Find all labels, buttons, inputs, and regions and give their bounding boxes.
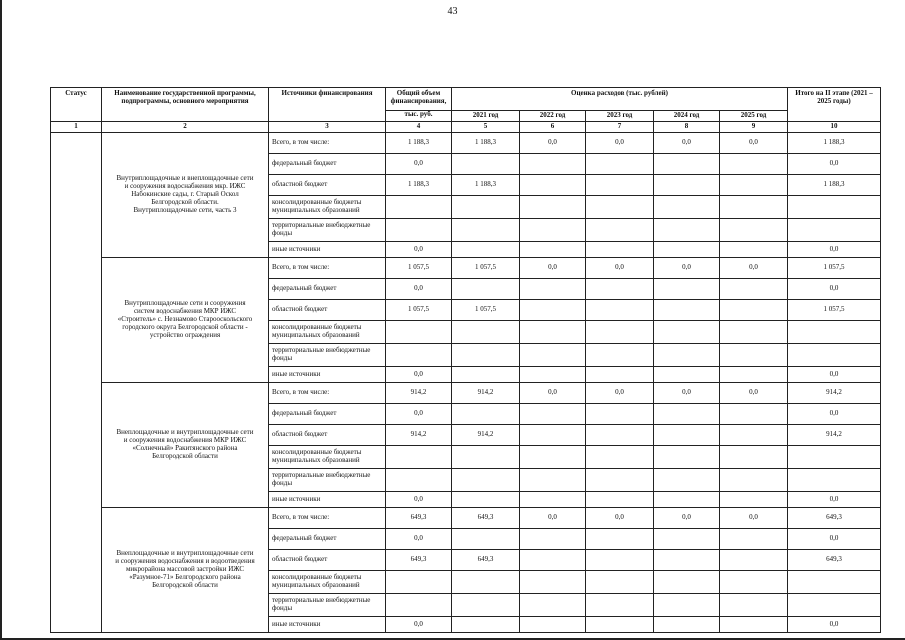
column-number-row <box>51 122 881 133</box>
value-total <box>386 594 452 617</box>
header-total-line2: финансирования, <box>390 96 447 105</box>
program-name-line: Белгородской области <box>152 451 218 460</box>
value-y2025 <box>720 344 788 367</box>
value-y2021: 649,3 <box>452 508 520 529</box>
funding-source: федеральный бюджет <box>269 154 386 175</box>
program-name-line: устройство ограждения <box>149 330 221 339</box>
table-row <box>51 508 881 529</box>
value-y2021 <box>452 571 520 594</box>
funding-source: территориальные внебюджетные фонды <box>269 594 386 617</box>
column-number: 2 <box>102 122 269 133</box>
value-y2021 <box>452 321 520 344</box>
value-y2022 <box>520 492 586 508</box>
value-stage: 0,0 <box>788 279 881 300</box>
funding-source: Всего, в том числе: <box>269 508 386 529</box>
value-y2024 <box>654 242 720 258</box>
value-y2021 <box>452 446 520 469</box>
funding-source: федеральный бюджет <box>269 279 386 300</box>
value-y2023 <box>586 321 654 344</box>
value-y2023 <box>586 219 654 242</box>
value-y2023 <box>586 300 654 321</box>
value-y2025 <box>720 196 788 219</box>
table-row <box>51 383 881 404</box>
value-y2023 <box>586 492 654 508</box>
funding-source: иные источники <box>269 242 386 258</box>
program-name-line: микрорайона массовой застройки ИЖС <box>125 565 245 574</box>
value-total: 0,0 <box>386 154 452 175</box>
value-y2025 <box>720 300 788 321</box>
value-y2022 <box>520 242 586 258</box>
header-total <box>386 88 452 111</box>
value-y2022 <box>520 196 586 219</box>
value-total: 0,0 <box>386 242 452 258</box>
value-total: 0,0 <box>386 279 452 300</box>
table-row <box>51 133 881 154</box>
value-total: 0,0 <box>386 492 452 508</box>
value-y2022 <box>520 175 586 196</box>
value-y2024 <box>654 404 720 425</box>
header-year-2024: 2024 год <box>654 111 720 122</box>
header-year-2022: 2022 год <box>520 111 586 122</box>
value-y2021: 914,2 <box>452 383 520 404</box>
column-number: 3 <box>269 122 386 133</box>
value-stage: 1 057,5 <box>788 300 881 321</box>
column-number: 10 <box>788 122 881 133</box>
value-total <box>386 571 452 594</box>
value-stage: 0,0 <box>788 492 881 508</box>
program-name-line: Внеплощадочные и внутриплощадочные сети <box>116 549 254 558</box>
value-y2025 <box>720 279 788 300</box>
program-name-line: систем водоснабжения МКР ИЖС <box>133 307 237 316</box>
program-name-line: «Разумное-71» Белгородского района <box>129 572 241 581</box>
value-y2023 <box>586 469 654 492</box>
program-name-line: Внутриплощадочные и внеплощадочные сети <box>116 174 254 183</box>
program-name-line: «Солнечный» Ракитянского района <box>132 444 238 452</box>
value-stage: 0,0 <box>788 617 881 633</box>
value-stage <box>788 196 881 219</box>
value-total <box>386 219 452 242</box>
value-y2022 <box>520 617 586 633</box>
funding-source: федеральный бюджет <box>269 404 386 425</box>
value-y2025: 0,0 <box>720 508 788 529</box>
program-name-line: Набокинские сады, г. Старый Оскол <box>131 190 239 199</box>
funding-source: иные источники <box>269 367 386 383</box>
value-y2021 <box>452 196 520 219</box>
column-number: 1 <box>51 122 102 133</box>
column-number: 5 <box>452 122 520 133</box>
value-y2025 <box>720 492 788 508</box>
value-y2025 <box>720 425 788 446</box>
funding-source: территориальные внебюджетные фонды <box>269 219 386 242</box>
value-stage <box>788 344 881 367</box>
value-y2021 <box>452 154 520 175</box>
value-y2023 <box>586 594 654 617</box>
value-total: 1 188,3 <box>386 175 452 196</box>
value-y2024 <box>654 594 720 617</box>
value-y2024: 0,0 <box>654 508 720 529</box>
funding-source: федеральный бюджет <box>269 529 386 550</box>
value-y2023 <box>586 425 654 446</box>
value-total <box>386 469 452 492</box>
value-y2021 <box>452 492 520 508</box>
value-y2023: 0,0 <box>586 383 654 404</box>
program-name-line: Внеплощадочные и внутриплощадочные сети <box>116 428 254 437</box>
value-y2022 <box>520 154 586 175</box>
value-stage: 649,3 <box>788 508 881 529</box>
value-total: 1 057,5 <box>386 258 452 279</box>
program-name-cell <box>102 133 269 258</box>
header-stage-total: Итого на II этапе (2021 – 2025 годы) <box>788 88 881 122</box>
funding-source: территориальные внебюджетные фонды <box>269 469 386 492</box>
value-y2022 <box>520 550 586 571</box>
column-number: 9 <box>720 122 788 133</box>
value-y2022 <box>520 425 586 446</box>
value-y2021 <box>452 279 520 300</box>
value-y2024 <box>654 344 720 367</box>
funding-source: территориальные внебюджетные фонды <box>269 344 386 367</box>
value-y2024 <box>654 321 720 344</box>
value-stage: 0,0 <box>788 404 881 425</box>
header-total-unit: тыс. руб. <box>386 111 452 122</box>
column-number: 7 <box>586 122 654 133</box>
value-y2024 <box>654 425 720 446</box>
value-y2022 <box>520 279 586 300</box>
value-total: 0,0 <box>386 404 452 425</box>
funding-source: областной бюджет <box>269 425 386 446</box>
funding-source: консолидированные бюджеты муниципальных образований <box>269 321 386 344</box>
value-y2023: 0,0 <box>586 133 654 154</box>
value-y2022 <box>520 321 586 344</box>
value-total: 1 057,5 <box>386 300 452 321</box>
value-y2022: 0,0 <box>520 258 586 279</box>
value-y2024 <box>654 446 720 469</box>
value-y2023 <box>586 279 654 300</box>
value-y2022 <box>520 367 586 383</box>
value-y2023 <box>586 367 654 383</box>
budget-table <box>50 87 881 633</box>
value-y2022 <box>520 446 586 469</box>
value-y2021 <box>452 594 520 617</box>
funding-source: Всего, в том числе: <box>269 258 386 279</box>
value-y2025 <box>720 219 788 242</box>
value-y2023 <box>586 404 654 425</box>
value-y2024: 0,0 <box>654 133 720 154</box>
value-y2022: 0,0 <box>520 133 586 154</box>
value-y2024 <box>654 196 720 219</box>
value-y2023 <box>586 617 654 633</box>
value-y2023 <box>586 154 654 175</box>
value-y2022 <box>520 344 586 367</box>
value-y2025 <box>720 529 788 550</box>
value-y2025 <box>720 571 788 594</box>
value-total: 649,3 <box>386 550 452 571</box>
value-y2022 <box>520 571 586 594</box>
value-total: 0,0 <box>386 367 452 383</box>
value-y2023: 0,0 <box>586 258 654 279</box>
funding-source: консолидированные бюджеты муниципальных образований <box>269 196 386 219</box>
value-y2021 <box>452 219 520 242</box>
value-y2024 <box>654 571 720 594</box>
page-left-border <box>0 0 2 640</box>
value-y2025 <box>720 321 788 344</box>
value-y2024 <box>654 175 720 196</box>
value-total: 0,0 <box>386 529 452 550</box>
value-y2021: 1 188,3 <box>452 175 520 196</box>
program-name-line: и сооружения водоснабжения мкр. ИЖС <box>124 182 246 191</box>
column-number: 8 <box>654 122 720 133</box>
header-year-2021: 2021 год <box>452 111 520 122</box>
value-y2021: 1 057,5 <box>452 300 520 321</box>
value-y2022 <box>520 300 586 321</box>
value-stage: 649,3 <box>788 550 881 571</box>
value-y2023 <box>586 446 654 469</box>
status-cell <box>51 133 102 633</box>
program-name-line: «Строитель» с. Незнамово Старооскольского <box>117 315 253 324</box>
program-name-cell <box>102 508 269 633</box>
value-total: 914,2 <box>386 383 452 404</box>
value-y2023 <box>586 196 654 219</box>
value-y2021: 914,2 <box>452 425 520 446</box>
value-stage: 0,0 <box>788 242 881 258</box>
value-stage: 1 057,5 <box>788 258 881 279</box>
value-y2025 <box>720 617 788 633</box>
value-y2025 <box>720 594 788 617</box>
value-stage <box>788 594 881 617</box>
value-y2025 <box>720 242 788 258</box>
page-number: 43 <box>447 6 458 17</box>
value-y2024 <box>654 154 720 175</box>
program-name-cell <box>102 258 269 383</box>
funding-source: областной бюджет <box>269 175 386 196</box>
value-y2021 <box>452 469 520 492</box>
value-y2022: 0,0 <box>520 383 586 404</box>
value-y2022 <box>520 529 586 550</box>
value-y2024 <box>654 550 720 571</box>
value-stage: 0,0 <box>788 154 881 175</box>
funding-source: иные источники <box>269 492 386 508</box>
value-stage <box>788 571 881 594</box>
table-row <box>51 258 881 279</box>
funding-source: Всего, в том числе: <box>269 133 386 154</box>
header-estimate: Оценка расходов (тыс. рублей) <box>452 88 788 111</box>
program-name-line: городского округа Белгородской области - <box>122 322 248 331</box>
value-y2024 <box>654 279 720 300</box>
value-y2023 <box>586 571 654 594</box>
funding-source: областной бюджет <box>269 300 386 321</box>
value-y2024 <box>654 469 720 492</box>
header-sources: Источники финансирования <box>269 88 386 122</box>
value-y2024 <box>654 617 720 633</box>
value-y2021 <box>452 242 520 258</box>
value-stage: 914,2 <box>788 425 881 446</box>
value-total: 0,0 <box>386 617 452 633</box>
value-y2025 <box>720 550 788 571</box>
value-y2024: 0,0 <box>654 383 720 404</box>
column-number: 6 <box>520 122 586 133</box>
value-stage <box>788 219 881 242</box>
value-y2021: 1 057,5 <box>452 258 520 279</box>
value-total <box>386 344 452 367</box>
program-name-line: и сооружения водоснабжения и водоотведения <box>115 557 255 566</box>
funding-source: иные источники <box>269 617 386 633</box>
program-name-line: Белгородской области <box>152 580 218 589</box>
funding-source: консолидированные бюджеты муниципальных образований <box>269 446 386 469</box>
value-y2024 <box>654 367 720 383</box>
value-y2024: 0,0 <box>654 258 720 279</box>
value-y2021 <box>452 367 520 383</box>
program-name-line: Внутриплощадочные сети, часть 3 <box>133 205 237 214</box>
value-y2025 <box>720 469 788 492</box>
value-y2025: 0,0 <box>720 383 788 404</box>
value-y2022 <box>520 469 586 492</box>
program-name-cell <box>102 383 269 508</box>
header-status: Статус <box>51 88 102 122</box>
value-stage: 914,2 <box>788 383 881 404</box>
value-total: 914,2 <box>386 425 452 446</box>
value-y2023 <box>586 529 654 550</box>
value-y2025: 0,0 <box>720 258 788 279</box>
value-stage <box>788 321 881 344</box>
program-name-line: Белгородской области. <box>151 197 219 206</box>
value-y2025 <box>720 175 788 196</box>
value-y2023 <box>586 242 654 258</box>
value-y2025 <box>720 446 788 469</box>
value-y2025 <box>720 367 788 383</box>
value-y2022 <box>520 219 586 242</box>
value-y2025 <box>720 154 788 175</box>
funding-source: областной бюджет <box>269 550 386 571</box>
value-stage: 0,0 <box>788 367 881 383</box>
column-number: 4 <box>386 122 452 133</box>
value-y2024 <box>654 492 720 508</box>
funding-source: консолидированные бюджеты муниципальных образований <box>269 571 386 594</box>
program-name-line: и сооружения водоснабжения МКР ИЖС <box>123 436 247 445</box>
value-stage <box>788 469 881 492</box>
value-y2025 <box>720 404 788 425</box>
value-y2021 <box>452 404 520 425</box>
value-y2023 <box>586 550 654 571</box>
value-total <box>386 196 452 219</box>
value-y2022: 0,0 <box>520 508 586 529</box>
value-total <box>386 446 452 469</box>
value-y2024 <box>654 300 720 321</box>
value-y2022 <box>520 404 586 425</box>
value-y2025: 0,0 <box>720 133 788 154</box>
funding-source: Всего, в том числе: <box>269 383 386 404</box>
header-name: Наименование государственной программы, подпрограммы, основного мероприятия <box>102 88 269 122</box>
value-total <box>386 321 452 344</box>
value-y2021 <box>452 617 520 633</box>
value-stage: 1 188,3 <box>788 175 881 196</box>
value-y2024 <box>654 529 720 550</box>
value-y2021: 649,3 <box>452 550 520 571</box>
value-y2024 <box>654 219 720 242</box>
value-y2022 <box>520 594 586 617</box>
value-y2023: 0,0 <box>586 508 654 529</box>
header-year-2023: 2023 год <box>586 111 654 122</box>
value-y2023 <box>586 175 654 196</box>
value-total: 649,3 <box>386 508 452 529</box>
value-stage <box>788 446 881 469</box>
value-y2021 <box>452 344 520 367</box>
value-y2021 <box>452 529 520 550</box>
program-name-line: Внутриплощадочные сети и сооружения <box>124 299 246 308</box>
value-y2021: 1 188,3 <box>452 133 520 154</box>
value-stage: 1 188,3 <box>788 133 881 154</box>
header-year-2025: 2025 год <box>720 111 788 122</box>
value-total: 1 188,3 <box>386 133 452 154</box>
value-y2023 <box>586 344 654 367</box>
header-total-line1: Общий объем <box>396 89 441 97</box>
value-stage: 0,0 <box>788 529 881 550</box>
